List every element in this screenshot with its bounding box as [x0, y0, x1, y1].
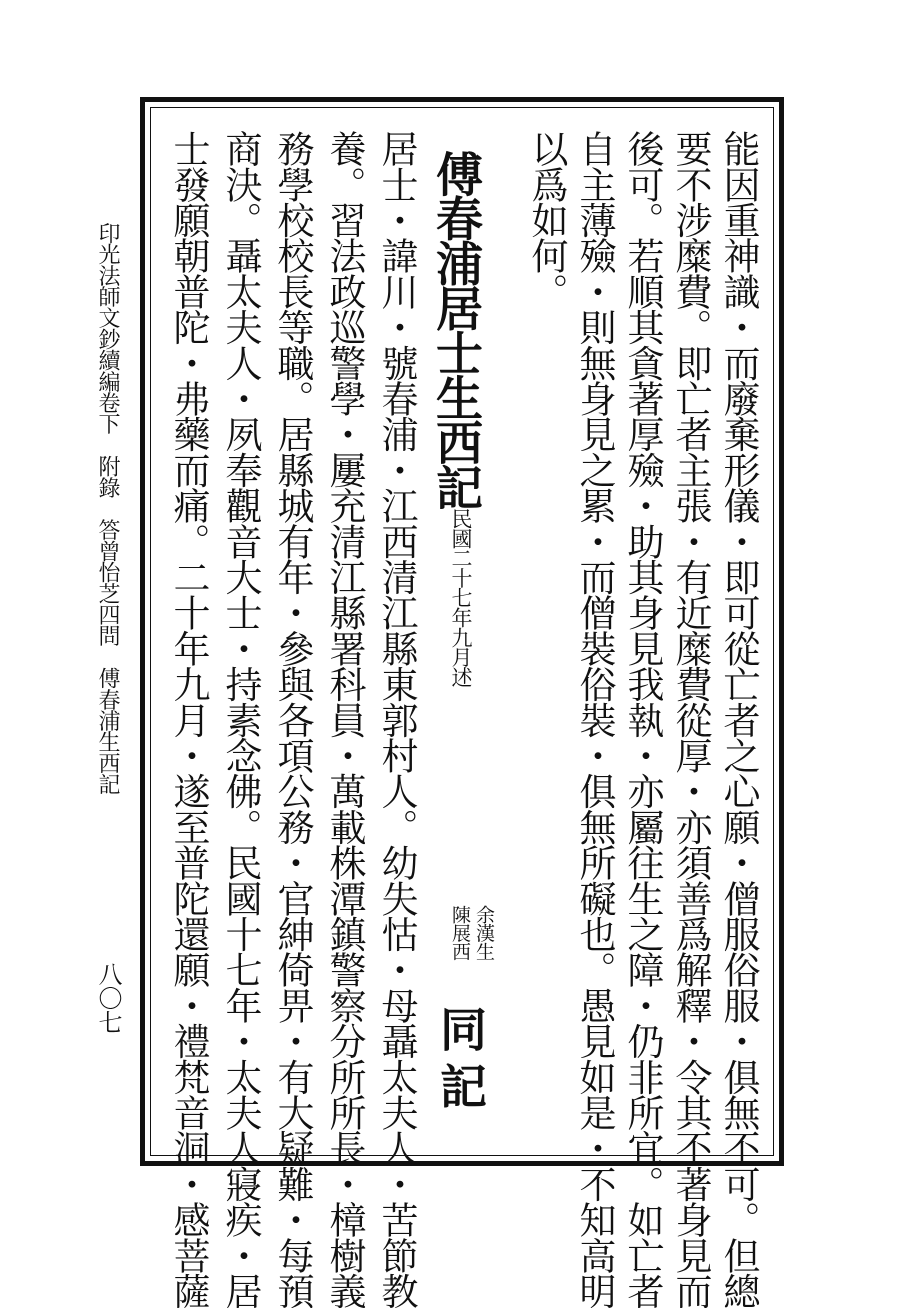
text-column: 後可。若順其貪著厚殮・助其身見我執・亦屬往生之障・仍非所宜。如亡者	[621, 130, 664, 1308]
author-name: 陳展西	[449, 905, 471, 961]
text-column: 養。習法政巡警學・屢充清江縣署科員・萬載株潭鎮警察分所所長・樟樹義	[323, 130, 366, 1308]
text-column: 自主薄殮・則無身見之累・而僧裝俗裝・俱無所礙也。愚見如是・不知高明	[573, 130, 616, 1308]
joint-record-label: 同記	[432, 1005, 487, 1119]
text-column: 能因重神識・而廢棄形儀・即可從亡者之心願・僧服俗服・俱無不可。但總	[717, 130, 760, 1308]
article-title: 傅春浦居士生西記	[428, 150, 483, 509]
date-note: 民國二十七年九月述	[449, 508, 473, 687]
text-column: 以爲如何。	[525, 130, 568, 309]
text-column: 務學校校長等職。居縣城有年・參與各項公務・官紳倚畀・有大疑難・每預	[271, 130, 314, 1308]
author-name: 余漢生	[473, 905, 495, 961]
text-column: 士發願朝普陀・弗藥而痛。二十年九月・遂至普陀還願・禮梵音洞・感菩薩	[167, 130, 210, 1308]
page-number: 八〇七	[94, 962, 122, 1034]
text-column: 要不涉糜費。即亡者主張・有近糜費從厚・亦須善爲解釋・令其不著身見而	[669, 130, 712, 1308]
text-column: 居士・諱川・號春浦・江西清江縣東郭村人。幼失怙・母聶太夫人・苦節教	[375, 130, 418, 1308]
text-column: 商決。聶太夫人・夙奉觀音大士・持素念佛。民國十七年・太夫人寢疾・居	[219, 130, 262, 1308]
running-header: 印光法師文鈔續編卷下 附錄 答曾怡芝四問 傅春浦生西記	[95, 222, 120, 795]
